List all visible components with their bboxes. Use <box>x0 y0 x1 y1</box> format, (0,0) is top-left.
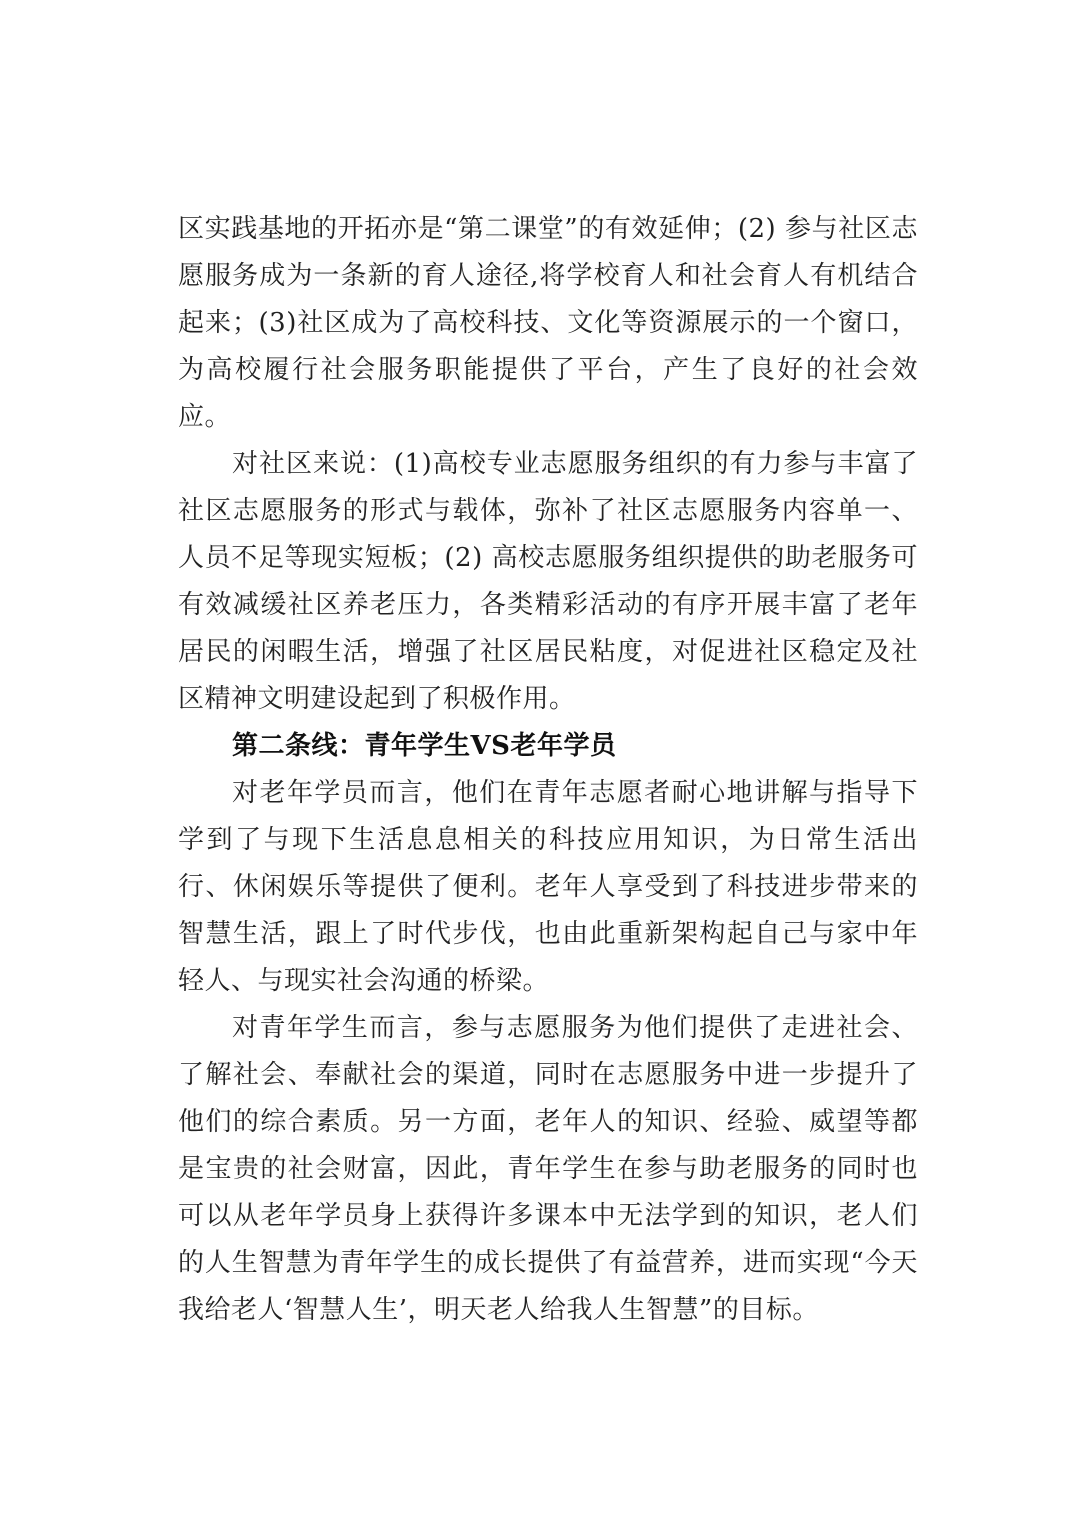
paragraph-continuation: 区实践基地的开拓亦是“第二课堂”的有效延伸；(2) 参与社区志愿服务成为一条新的育人途径,将学校育人和社会育人有机结合起来；(3)社区成为了高校科技、文化等资源展示的一个窗口，为高校履行社会服务职能提供了平台，产生了良好的社会效应。 <box>178 214 918 432</box>
paragraph-community-benefits: 对社区来说：(1)高校专业志愿服务组织的有力参与丰富了社区志愿服务的形式与载体，弥补了社区志愿服务内容单一、人员不足等现实短板；(2) 高校志愿服务组织提供的助老服务可有效减缓社区养老压力，各类精彩活动的有序开展丰富了老年居民的闲暇生活，增强了社区居民粘度，对促进社区稳定及社区精神文明建设起到了积极作用。 <box>178 449 918 714</box>
section-heading: 第二条线：青年学生VS老年学员 <box>232 731 617 761</box>
paragraph-elderly-students: 对老年学员而言，他们在青年志愿者耐心地讲解与指导下学到了与现下生活息息相关的科技应用知识，为日常生活出行、休闲娱乐等提供了便利。老年人享受到了科技进步带来的智慧生活，跟上了时代步伐，也由此重新架构起自己与家中年轻人、与现实社会沟通的桥梁。 <box>178 778 918 996</box>
body-text <box>178 206 918 1334</box>
paragraph-young-students: 对青年学生而言，参与志愿服务为他们提供了走进社会、了解社会、奉献社会的渠道，同时在志愿服务中进一步提升了他们的综合素质。另一方面，老年人的知识、经验、威望等都是宝贵的社会财富，因此，青年学生在参与助老服务的同时也可以从老年学员身上获得许多课本中无法学到的知识，老人们的人生智慧为青年学生的成长提供了有益营养，进而实现“今天我给老人‘智慧人生’，明天老人给我人生智慧”的目标。 <box>178 1013 918 1325</box>
